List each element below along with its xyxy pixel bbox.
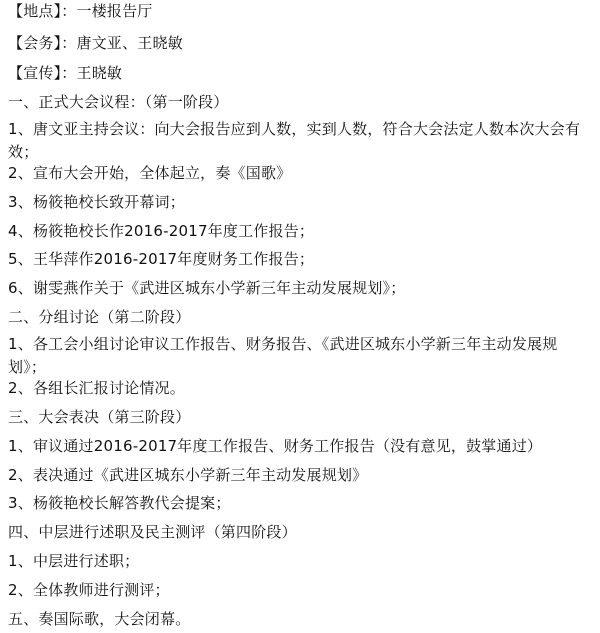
section-1-item: 6、谢雯燕作关于《武进区城东小学新三年主动发展规划》； [8,279,406,297]
section-2-item: 1、各工会小组讨论审议工作报告、财务报告、《武进区城东小学新三年主动发展规划》； [8,335,558,376]
section-3-item: 2、表决通过《武进区城东小学新三年主动发展规划》 [8,466,368,484]
affairs-line: 【会务】：唐文亚、王晓敏 [8,34,183,52]
section-4-item: 1、中层进行述职； [8,552,140,570]
section-2-item: 2、各组长汇报讨论情况。 [8,379,185,397]
section-4-item: 2、全体教师进行测评； [8,581,170,599]
section-1-item: 4、杨筱艳校长作2016-2017年度工作报告； [8,222,315,240]
section-3-title: 三、大会表决（第三阶段） [8,408,191,426]
section-1-item: 1、唐文亚主持会议：向大会报告应到人数，实到人数，符合大会法定人数本次大会有效； [8,120,581,161]
section-3-item: 3、杨筱艳校长解答教代会提案； [8,494,231,512]
section-1-title: 一、正式大会议程：（第一阶段） [8,93,229,111]
section-1-item: 5、王华萍作2016-2017年度财务工作报告； [8,250,315,268]
section-2-title: 二、分组讨论（第二阶段） [8,308,191,326]
section-1-item: 2、宣布大会开始，全体起立，奏《国歌》 [8,164,292,182]
publicity-line: 【宣传】：王晓敏 [8,64,123,82]
section-3-item: 1、审议通过2016-2017年度工作报告、财务工作报告（没有意见，鼓掌通过） [8,437,543,455]
location-line: 【地点】：一楼报告厅 [8,2,153,20]
section-5-title: 五、奏国际歌，大会闭幕。 [8,610,191,628]
section-4-title: 四、中层进行述职及民主测评（第四阶段） [8,523,297,541]
section-1-item: 3、杨筱艳校长致开幕词； [8,193,185,211]
